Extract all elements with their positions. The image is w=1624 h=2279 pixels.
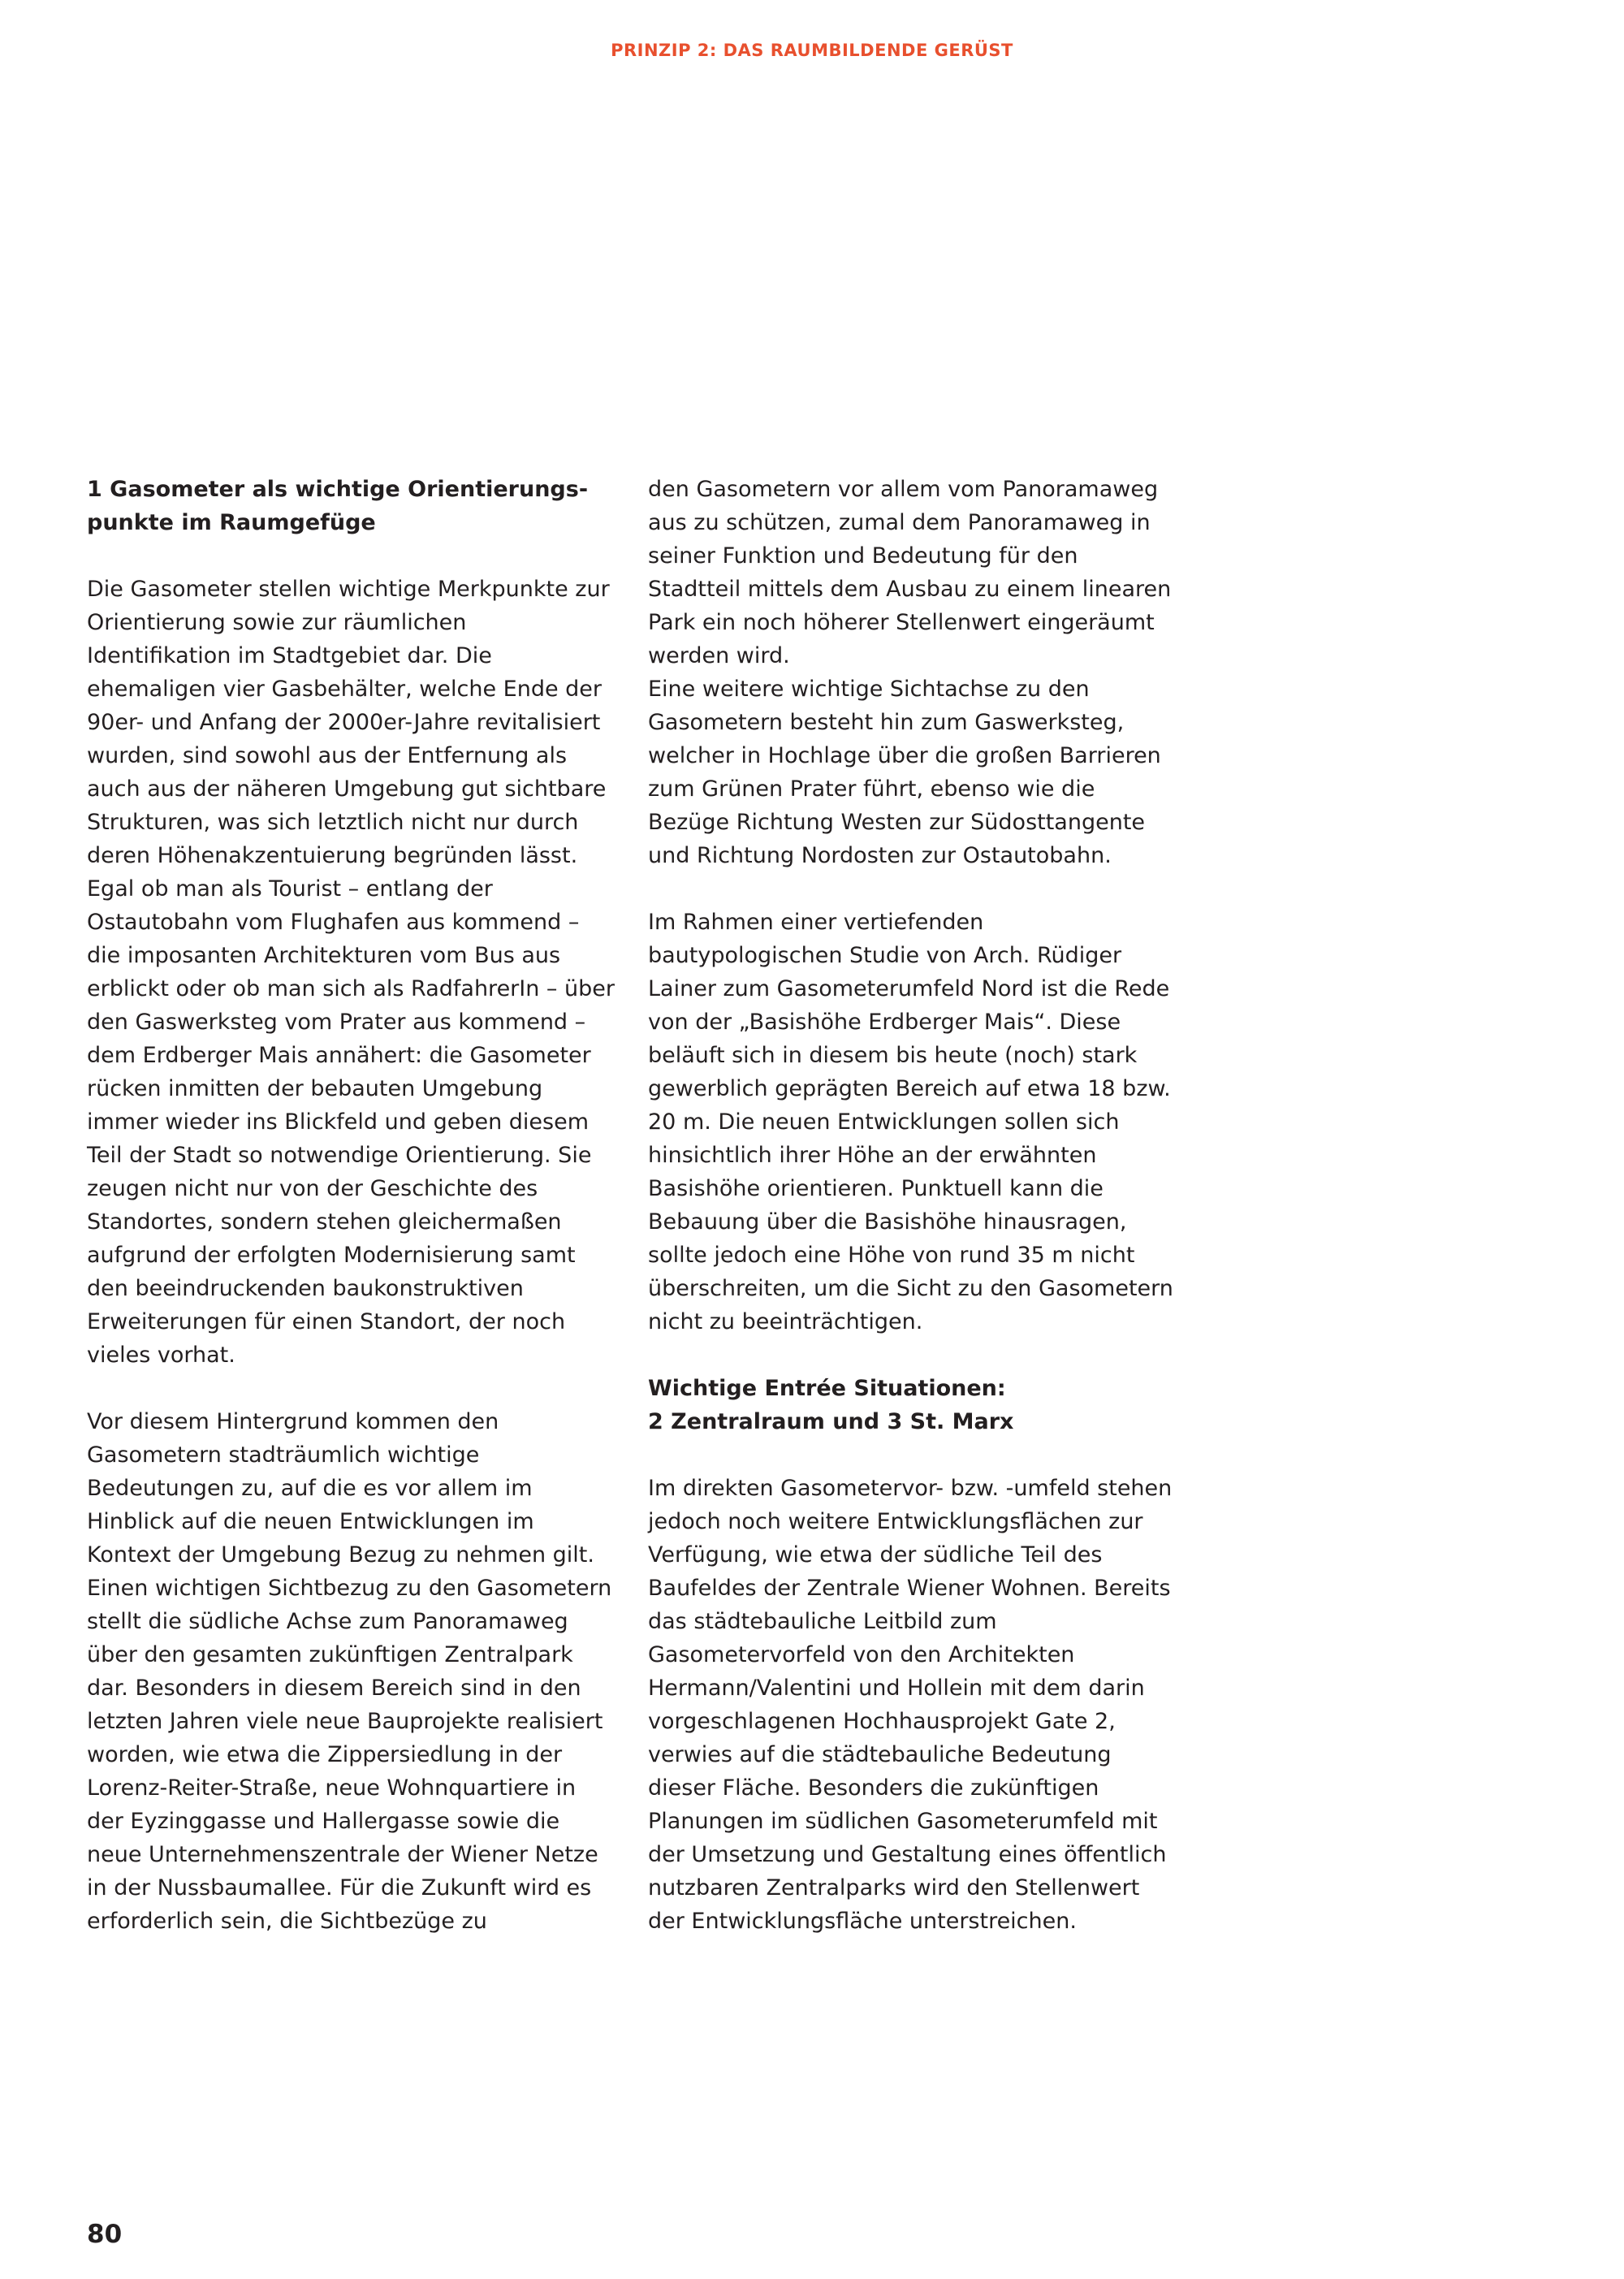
- paragraph: Im direkten Gasometervor- bzw. -umfeld stehen jedoch noch weitere Entwicklungsflächen zur Verfügung, wie etwa der südliche Teil des Baufeldes der Zentrale Wiener Wohnen. Bereits das städtebauliche Leitbild zum Gasometervorfeld von den Architekten Hermann/Valentini und Hollein mit dem darin vorgeschlagenen Hochhausprojekt Gate 2, verwies auf die städtebauliche Bedeutung dieser Fläche. Besonders die zukünftigen Planungen im südlichen Gasometerumfeld mit der Umsetzung und Gestaltung eines öffentlich nutzbaren Zentralparks wird den Stellenwert der Entwicklungsfläche unterstreichen.: [648, 1476, 1173, 1934]
- right-column: [648, 473, 1176, 1938]
- section-heading-gasometer: 1 Gasometer als wichtige Orientierungs- punkte im Raumgefüge: [87, 477, 589, 535]
- left-column: [87, 473, 615, 1938]
- page-number: 80: [87, 2220, 123, 2249]
- section-heading-entree: Wichtige Entrée Situationen: 2 Zentralraum und 3 St. Marx: [648, 1376, 1014, 1434]
- paragraph: Vor diesem Hintergrund kommen den Gasometern stadträumlich wichtige Bedeutungen zu, auf die es vor allem im Hinblick auf die neuen Entwicklungen im Kontext der Umgebung Bezug zu nehmen gilt. Einen wichtigen Sichtbezug zu den Gasometern stellt die südliche Achse zum Panoramaweg über den gesamten zukünftigen Zentralpark dar. Besonders in diesem Bereich sind in den letzten Jahren viele neue Bauprojekte realisiert worden, wie etwa die Zippersiedlung in der Lorenz-Reiter-Straße, neue Wohnquartiere in der Eyzinggasse und Hallergasse sowie die neue Unternehmenszentrale der Wiener Netze in der Nussbaumallee. Für die Zukunft wird es erforderlich sein, die Sichtbezüge zu: [87, 1409, 612, 1934]
- paragraph: den Gasometern vor allem vom Panoramaweg aus zu schützen, zumal dem Panoramaweg in seiner Funktion und Bedeutung für den Stadtteil mittels dem Ausbau zu einem linearen Park ein noch höherer Stellenwert eingeräumt werden wird.: [648, 477, 1172, 668]
- running-title: PRINZIP 2: DAS RAUMBILDENDE GERÜST: [611, 41, 1013, 60]
- paragraph: Die Gasometer stellen wichtige Merkpunkte zur Orientierung sowie zur räumlichen Identifikation im Stadtgebiet dar. Die ehemaligen vier Gasbehälter, welche Ende der 90er- und Anfang der 2000er-Jahre revitalisiert wurden, sind sowohl aus der Entfernung als auch aus der näheren Umgebung gut sichtbare Strukturen, was sich letztlich nicht nur durch deren Höhenakzentuierung begründen lässt. Egal ob man als Tourist – entlang der Ostautobahn vom Flughafen aus kommend – die imposanten Architekturen vom Bus aus erblickt oder ob man sich als RadfahrerIn – über den Gaswerksteg vom Prater aus kommend – dem Erdberger Mais annähert: die Gasometer rücken inmitten der bebauten Umgebung immer wieder ins Blickfeld und geben diesem Teil der Stadt so notwendige Orientierung. Sie zeugen nicht nur von der Geschichte des Standortes, sondern stehen gleichermaßen aufgrund der erfolgten Modernisierung samt den beeindruckenden baukonstruktiven Erweiterungen für einen Standort, der noch vieles vorhat.: [87, 577, 615, 1368]
- paragraph: Im Rahmen einer vertiefenden bautypologischen Studie von Arch. Rüdiger Lainer zum Gasometerumfeld Nord ist die Rede von der „Basishöhe Erdberger Mais“. Diese beläuft sich in diesem bis heute (noch) stark gewerblich geprägten Bereich auf etwa 18 bzw. 20 m. Die neuen Entwicklungen sollen sich hinsichtlich ihrer Höhe an der erwähnten Basishöhe orientieren. Punktuell kann die Bebauung über die Basishöhe hinausragen, sollte jedoch eine Höhe von rund 35 m nicht überschreiten, um die Sicht zu den Gasometern nicht zu beeinträchtigen.: [648, 910, 1173, 1334]
- paragraph: Eine weitere wichtige Sichtachse zu den Gasometern besteht hin zum Gaswerksteg, welcher in Hochlage über die großen Barrieren zum Grünen Prater führt, ebenso wie die Bezüge Richtung Westen zur Südosttangente und Richtung Nordosten zur Ostautobahn.: [648, 677, 1161, 868]
